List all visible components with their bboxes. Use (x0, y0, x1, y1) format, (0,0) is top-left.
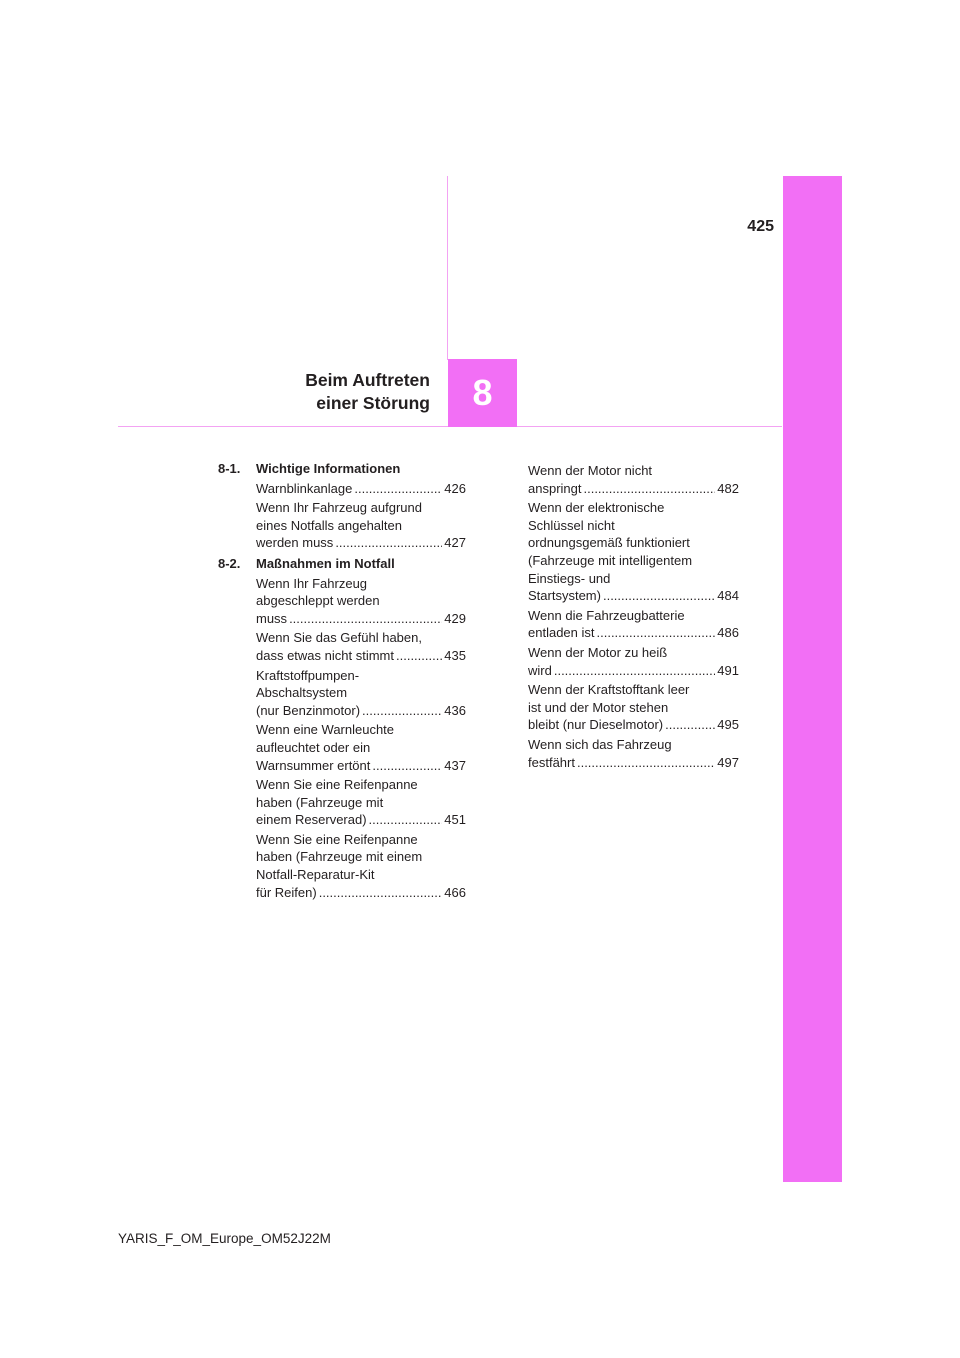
toc-entry-text: werden muss (256, 535, 334, 551)
toc-entry-line (256, 667, 466, 685)
toc-entry-line (256, 866, 466, 884)
chapter-number: 8 (472, 372, 493, 413)
toc-entry-text: Wenn eine Warnleuchte (256, 722, 395, 738)
toc-entry-text: (Fahrzeuge mit intelligentem (528, 552, 693, 568)
toc-entry-text: Wenn der Motor zu heiß (528, 644, 668, 660)
dot-leader (369, 811, 443, 829)
toc-entry-line (528, 499, 739, 517)
toc-entry-text: Wenn sich das Fahrzeug (528, 736, 672, 752)
dot-leader (319, 884, 443, 902)
toc-entry-text: Startsystem) (528, 588, 601, 604)
toc-entry-text: Wenn Sie das Gefühl haben, (256, 630, 422, 646)
toc-entry-line (256, 811, 466, 829)
toc-entry-text: dass etwas nicht stimmt (256, 647, 394, 663)
toc-page-number: 435 (444, 647, 466, 663)
toc-entry-text: Wenn die Fahrzeugbatterie (528, 607, 685, 623)
toc-entry-line (256, 702, 466, 720)
toc-entry-text: Warnblinkanlage (256, 480, 353, 496)
dot-leader (289, 610, 442, 628)
toc-entry[interactable] (256, 575, 466, 628)
toc-entry-text: eines Notfalls angehalten (256, 517, 402, 533)
toc-section-number: 8-2. (218, 555, 241, 571)
toc-column-right (528, 460, 739, 771)
toc-column-left (218, 460, 466, 901)
toc-page-number: 436 (444, 702, 466, 718)
toc-entry-line (256, 534, 466, 552)
toc-page-number: 491 (717, 662, 739, 678)
toc-entry-text: einem Reserverad) (256, 812, 367, 828)
toc-entry-list (218, 575, 466, 902)
chapter-title-line: Beim Auftreten (305, 370, 430, 390)
toc-entry-list (218, 480, 466, 552)
toc-entry[interactable] (256, 499, 466, 552)
toc-entry[interactable] (528, 462, 739, 497)
dot-leader (665, 716, 715, 734)
toc-entry-line (256, 831, 466, 849)
toc-page-number: 429 (444, 610, 466, 626)
toc-entry-text: entladen ist (528, 625, 595, 641)
toc-entry-line (256, 480, 466, 498)
toc-entry-line (256, 499, 466, 517)
toc-page-number: 484 (717, 588, 739, 604)
toc-entry-line (528, 699, 739, 717)
toc-page-number: 426 (444, 480, 466, 496)
chapter-title (200, 369, 430, 415)
toc-entry-line (528, 534, 739, 552)
page-number: 425 (747, 218, 774, 235)
toc-page-number: 437 (444, 757, 466, 773)
toc-section-heading[interactable] (218, 460, 466, 478)
dot-leader (597, 624, 716, 642)
toc-page-number: 497 (717, 754, 739, 770)
toc-entry-line (528, 662, 739, 680)
toc-entry[interactable] (528, 736, 739, 771)
toc-entry-line (256, 629, 466, 647)
toc-section-heading[interactable] (218, 555, 466, 573)
dot-leader (554, 662, 715, 680)
toc-entry-list (528, 462, 739, 771)
toc-entry-text: wird (528, 662, 552, 678)
toc-entry-text: Einstiegs- und (528, 570, 611, 586)
toc-entry-text: muss (256, 610, 288, 626)
toc-entry-line (256, 884, 466, 902)
toc-entry-text: Schlüssel nicht (528, 517, 615, 533)
toc-page-number: 451 (444, 812, 466, 828)
toc-entry-text: (nur Benzinmotor) (256, 702, 361, 718)
toc-entry-text: Wenn der elektronische (528, 500, 665, 516)
toc-entry-line (256, 517, 466, 535)
toc-entry-text: anspringt (528, 480, 582, 496)
footer-doc-id: YARIS_F_OM_Europe_OM52J22M (118, 1231, 331, 1246)
toc-entry-line (256, 647, 466, 665)
dot-leader (362, 702, 442, 720)
toc-entry-line (256, 684, 466, 702)
toc-entry-text: bleibt (nur Dieselmotor) (528, 717, 664, 733)
chapter-side-tab (783, 176, 842, 1182)
toc-entry-text: haben (Fahrzeuge mit einem (256, 849, 423, 865)
toc-entry-line (528, 552, 739, 570)
toc-entry-line (256, 721, 466, 739)
toc-entry-line (528, 681, 739, 699)
toc-entry-text: für Reifen) (256, 884, 317, 900)
toc-entry-line (256, 592, 466, 610)
dot-leader (354, 480, 442, 498)
dot-leader (335, 534, 442, 552)
dot-leader (577, 754, 715, 772)
chapter-title-line: einer Störung (316, 393, 430, 413)
toc-entry[interactable] (528, 499, 739, 605)
toc-entry-text: Kraftstoffpumpen- (256, 667, 360, 683)
toc-entry-text: aufleuchtet oder ein (256, 739, 371, 755)
toc-entry-line (528, 644, 739, 662)
toc-entry-line (256, 575, 466, 593)
toc-entry[interactable] (256, 776, 466, 829)
dot-leader (583, 480, 715, 498)
toc-entry-text: ordnungsgemäß funktioniert (528, 535, 690, 551)
toc-entry-text: ist und der Motor stehen (528, 699, 669, 715)
toc-entry-text: Notfall-Reparatur-Kit (256, 867, 375, 883)
toc-section-title: Wichtige Informationen (256, 461, 401, 476)
toc-entry[interactable] (528, 607, 739, 642)
toc-entry-text: Wenn Sie eine Reifenpanne (256, 777, 418, 793)
toc-entry-line (528, 462, 739, 480)
dot-leader (396, 647, 442, 665)
toc-page-number: 466 (444, 884, 466, 900)
toc-entry[interactable] (528, 681, 739, 734)
chapter-number-box (448, 359, 517, 427)
toc-entry[interactable] (528, 644, 739, 679)
dot-leader (372, 757, 442, 775)
toc-entry-text: Wenn Ihr Fahrzeug (256, 575, 368, 591)
toc-entry-line (256, 610, 466, 628)
toc-page-number: 495 (717, 717, 739, 733)
dot-leader (603, 587, 715, 605)
toc-entry-line (528, 754, 739, 772)
toc-entry-line (528, 716, 739, 734)
toc-entry-line (256, 776, 466, 794)
toc-entry[interactable] (256, 667, 466, 720)
vertical-rule (447, 176, 448, 360)
toc-entry[interactable] (256, 721, 466, 774)
toc-entry-text: Wenn der Motor nicht (528, 463, 653, 478)
toc-entry-text: festfährt (528, 754, 575, 770)
toc-entry-line (528, 570, 739, 588)
toc-entry-text: Wenn Ihr Fahrzeug aufgrund (256, 500, 422, 516)
toc-page-number: 486 (717, 625, 739, 641)
toc-entry-line (256, 794, 466, 812)
toc-entry-line (528, 624, 739, 642)
toc-entry-text: haben (Fahrzeuge mit (256, 794, 384, 810)
toc-section-title: Maßnahmen im Notfall (256, 555, 395, 571)
toc-page-number: 427 (444, 535, 466, 551)
toc-entry-line (528, 587, 739, 605)
toc-entry-line (528, 517, 739, 535)
toc-entry[interactable] (256, 831, 466, 901)
toc-entry-text: Wenn Sie eine Reifenpanne (256, 831, 418, 847)
toc-entry-text: Warnsummer ertönt (256, 757, 371, 773)
toc-entry-line (256, 739, 466, 757)
toc-section-number: 8-1. (218, 461, 241, 476)
toc-entry-line (528, 736, 739, 754)
toc-entry-text: Abschaltsystem (256, 685, 348, 701)
toc-entry[interactable] (256, 629, 466, 664)
toc-entry-line (528, 480, 739, 498)
toc-entry-line (256, 757, 466, 775)
toc-entry-line (256, 848, 466, 866)
toc-page-number: 482 (717, 480, 739, 496)
toc-entry-line (528, 607, 739, 625)
toc-entry[interactable] (256, 480, 466, 498)
toc-entry-text: Wenn der Kraftstofftank leer (528, 682, 690, 698)
toc-entry-text: abgeschleppt werden (256, 593, 380, 609)
